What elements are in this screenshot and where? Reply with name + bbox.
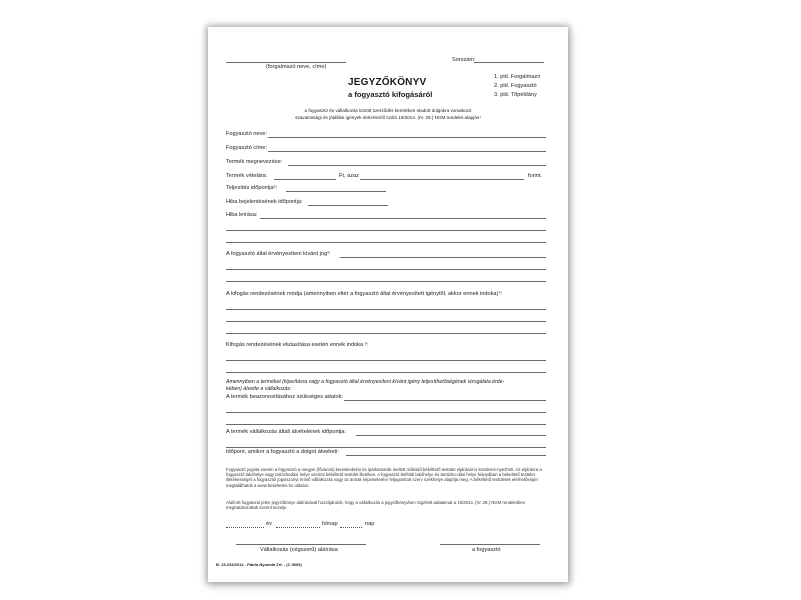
identification-label: A termék beazonosításához szükséges adatok: [226,394,343,400]
identification-line-2[interactable] [226,412,546,413]
price-words-line[interactable] [360,179,524,180]
consent-paragraph: Alulírott fogyasztó jelen jegyzőkönyv aláírásával hozzájárulok, hogy a vállalkozás a jegyzőkönyvben rögzített adataimat a 19/2014. (IV. 29.) NGM rendeletben meghatározottak szerint kezelje. [226,500,526,511]
return-date-label: Időpont, amikor a fogyasztó a dolgot átveheti: [226,449,339,455]
serial-label: Sorszám: [452,57,476,63]
copy-3: 3. pld. Tőpéldány [494,92,537,98]
identification-line-1[interactable] [344,400,546,401]
product-name-line[interactable] [288,165,546,166]
settlement-line-2[interactable] [226,321,546,322]
settlement-method-label: A kifogás rendezésének módja (amennyiben eltér a fogyasztó által érvényesített igénytől, akkor ennek indoka)⁴: [226,291,503,297]
return-date-line[interactable] [346,455,546,456]
report-date-label: Hiba bejelentésének időpontja: [226,199,303,205]
serial-line[interactable] [474,62,544,63]
dispute-paragraph: Fogyasztó jogvita esetén a fogyasztó a megyei (fővárosi) kereskedelmi és iparkamarák mellett működő békéltető testület eljárását is kezdemé-nyezheti. Az eljárásra a fogyasztó lakóhelye vagy tartózkodási helye szerinti békéltető testület illetékes. A fogyasztó belföldi lakóhelye és tartózko-dási helye hiányában a bekeltető testület illetékességét a fogyasztói jogviszonyt érintő vállalkozás vagy az annak képviseletére feljogosított szerv székhelye alapítja meg. A békéltető testületek elérhetőségei megtalálhatók a www.bekeltetes.hu oldalon. [226,467,542,488]
report-date-line[interactable] [308,205,388,206]
intro-line-1: a fogyasztó és vállalkozás között szerződés keretében eladott dolgokra vonatkozó [304,108,472,113]
consumer-signature-line[interactable] [440,544,540,545]
rejection-line-2[interactable] [226,372,546,373]
month-label: hónap [322,521,338,527]
description-line-2[interactable] [226,230,546,231]
issuer-line[interactable] [226,62,346,63]
intro-line-2: szavatossági és jótállási igények intézéséről szóló 19/2014. (IV. 29.) NGM rendelet alapján¹ [295,115,481,120]
price-number-line[interactable] [274,179,336,180]
performance-date-label: Teljesítés időpontja²: [226,185,277,191]
issuer-label: (forgalmazó neve, címe) [266,64,327,70]
consumer-name-line[interactable] [268,137,546,138]
product-name-label: Termék megnevezése: [226,159,283,165]
performance-date-line[interactable] [286,191,386,192]
business-signature-label: Vállalkozás (cégszerű) aláírása [260,547,338,553]
identification-line-3[interactable] [226,424,546,425]
consumer-name-label: Fogyasztó neve: [226,131,268,137]
description-line-3[interactable] [226,242,546,243]
form-page [208,27,568,582]
takeover-note-2: kében) átvette a vállalkozás: [226,386,292,392]
right-claimed-line-3[interactable] [226,281,546,282]
form-title: JEGYZŐKÖNYV [348,77,427,88]
takeover-note-1: Amennyiben a terméket (kijavításra vagy a fogyasztó által érvényesíteni kívánt igény teljesíthetőségének vizsgálata érde- [226,379,505,385]
price-label: Termék vételára: [226,173,268,179]
takeover-date-label: A termék vállalkozás általi átvételének időpontja: [226,429,347,435]
description-line-1[interactable] [260,218,546,219]
consumer-address-line[interactable] [268,151,546,152]
rejection-reason-label: Kifogás rendezésének elutasítása esetén ennek indoka ⁵: [226,342,369,348]
consumer-signature-label: a fogyasztó [472,547,501,553]
year-label: év [266,521,272,527]
settlement-line-3[interactable] [226,333,546,334]
takeover-date-line-2[interactable] [226,447,546,448]
right-claimed-label: A fogyasztó által érvényesíteni kívánt jog³: [226,251,331,257]
rejection-line-1[interactable] [226,360,546,361]
day-label: nap [365,521,375,527]
copy-2: 2. pld. Fogyasztó [494,83,537,89]
form-code: B. 13-233/2014 - Pátria Nyomda Zrt. - (C 9606) [216,562,302,567]
right-claimed-line-2[interactable] [226,269,546,270]
month-line[interactable] [276,527,320,528]
consumer-address-label: Fogyasztó címe: [226,145,268,151]
business-signature-line[interactable] [236,544,366,545]
right-claimed-line-1[interactable] [340,257,546,258]
year-line[interactable] [226,527,264,528]
description-label: Hiba leírása: [226,212,258,218]
day-line[interactable] [340,527,362,528]
settlement-line-1[interactable] [226,309,546,310]
price-mid-label: Ft, azaz [339,173,359,179]
takeover-date-line-1[interactable] [356,435,546,436]
copy-1: 1. pld. Forgalmazó [494,74,541,80]
price-end-label: forint. [528,173,542,179]
form-subtitle: a fogyasztó kifogásáról [348,90,433,99]
